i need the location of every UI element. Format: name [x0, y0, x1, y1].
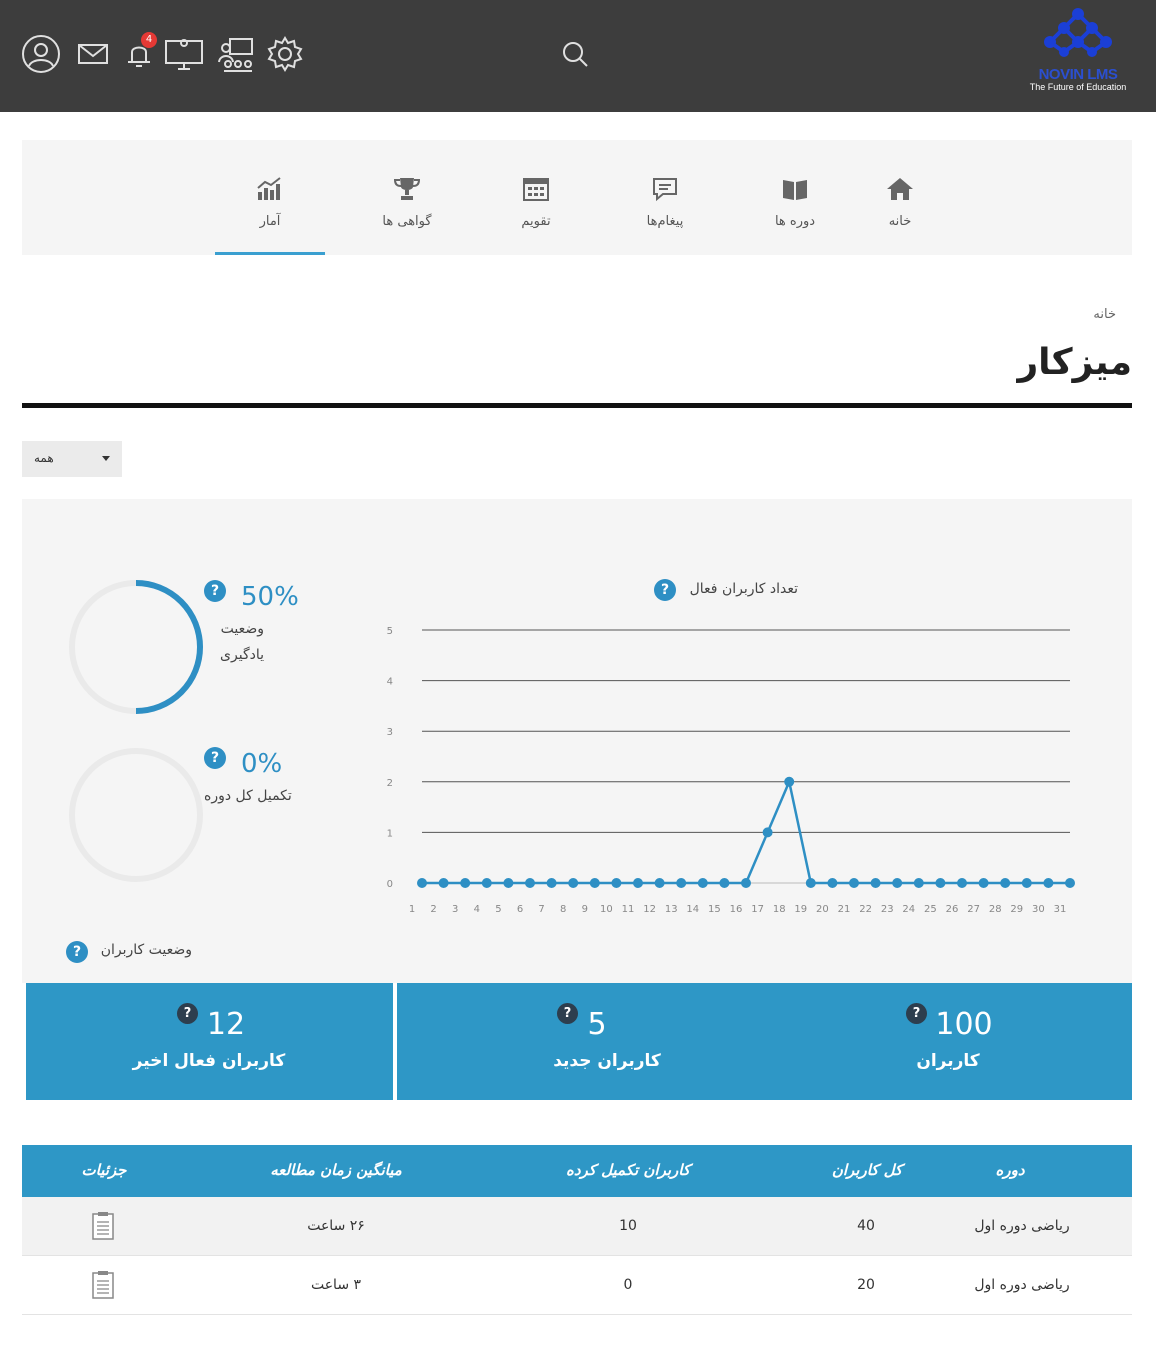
- filter-select[interactable]: [22, 441, 122, 477]
- stat-value-recent-active: 12: [206, 1007, 246, 1042]
- data-point: [957, 878, 967, 888]
- stat-value-users: 100: [935, 1007, 993, 1042]
- filter-select-value: همه: [34, 451, 54, 465]
- y-tick-label: 4: [386, 676, 393, 688]
- user-icon[interactable]: [21, 34, 61, 74]
- table-header: [22, 1145, 1132, 1197]
- page-title: میزکار: [1017, 342, 1132, 383]
- cell-avg-time: ۲۶ ساعت: [307, 1218, 365, 1234]
- x-tick-label: 6: [516, 904, 524, 915]
- y-tick-label: 2: [386, 777, 393, 789]
- nav-item-calendar[interactable]: [481, 140, 591, 255]
- calendar-icon: [522, 176, 550, 202]
- stat-label-new-users: کاربران جدید: [553, 1051, 661, 1071]
- data-point: [503, 878, 513, 888]
- x-tick-label: 5: [495, 904, 502, 915]
- chat-icon: [651, 176, 679, 202]
- data-point: [719, 878, 729, 888]
- y-tick-label: 5: [386, 626, 393, 637]
- active-users-chart: [380, 610, 1100, 920]
- nav-item-stats[interactable]: [215, 140, 325, 255]
- x-tick-label: 31: [1053, 904, 1067, 915]
- help-icon[interactable]: ?: [204, 747, 226, 769]
- data-point: [547, 878, 557, 888]
- notification-badge: 4: [141, 32, 157, 48]
- x-tick-label: 25: [924, 904, 937, 915]
- x-tick-label: 18: [772, 904, 786, 915]
- cell-avg-time: ۳ ساعت: [310, 1277, 362, 1293]
- data-point: [892, 878, 902, 888]
- learning-status-percent: 50%: [241, 582, 299, 612]
- nav-label-certificates: گواهی ها: [382, 214, 432, 229]
- details-icon[interactable]: [91, 1270, 115, 1300]
- x-tick-label: 2: [430, 904, 437, 915]
- learning-status-text: [204, 580, 304, 663]
- x-tick-label: 9: [581, 904, 588, 915]
- x-tick-label: 20: [816, 904, 829, 915]
- nav-item-courses[interactable]: [740, 140, 850, 255]
- classroom-icon[interactable]: [216, 34, 256, 74]
- stat-label-users: کاربران: [916, 1051, 980, 1071]
- book-icon: [781, 176, 809, 202]
- course-completion-gauge: [66, 745, 206, 885]
- x-tick-label: 11: [621, 904, 635, 915]
- main-nav: [22, 140, 1132, 255]
- bell-icon[interactable]: [119, 34, 159, 74]
- data-point: [460, 878, 470, 888]
- y-tick-label: 3: [386, 727, 393, 739]
- cell-completed-users: 10: [619, 1218, 637, 1234]
- data-point: [806, 878, 816, 888]
- logo[interactable]: [1026, 6, 1130, 96]
- course-completion-text: [204, 747, 304, 804]
- stat-label-recent-active: کاربران فعال اخیر: [132, 1051, 286, 1071]
- top-bar: [0, 0, 1156, 112]
- help-icon[interactable]: ?: [557, 1003, 578, 1024]
- data-point: [1022, 878, 1032, 888]
- course-completion-label: تکمیل کل دوره: [204, 788, 292, 804]
- logo-tagline: The Future of Education: [1029, 82, 1127, 92]
- nav-label-home: خانه: [888, 214, 912, 229]
- nav-item-home[interactable]: [845, 140, 955, 255]
- help-icon[interactable]: ?: [66, 941, 88, 963]
- data-point: [763, 827, 773, 837]
- data-point: [655, 878, 665, 888]
- users-status-title: [66, 940, 196, 964]
- stats-icon: [256, 176, 284, 202]
- title-divider: [22, 403, 1132, 408]
- help-icon[interactable]: ?: [906, 1003, 927, 1024]
- data-point: [784, 777, 794, 787]
- screen-icon[interactable]: [164, 34, 204, 74]
- course-completion-percent: 0%: [241, 749, 283, 779]
- learning-status-label: [204, 616, 264, 668]
- stat-card-users[interactable]: [397, 983, 1132, 1100]
- x-tick-label: 4: [473, 904, 480, 915]
- x-tick-label: 7: [538, 904, 545, 915]
- x-tick-label: 16: [729, 904, 743, 915]
- nav-label-messages: پیغام‌ها: [646, 214, 684, 229]
- data-point: [590, 878, 600, 888]
- logo-name: NOVIN LMS: [1038, 66, 1118, 83]
- x-tick-label: 15: [708, 904, 721, 915]
- nav-label-stats: آمار: [259, 214, 281, 229]
- cell-completed-users: 0: [623, 1277, 633, 1293]
- data-point: [568, 878, 578, 888]
- col-details: جزئیات: [81, 1161, 127, 1179]
- x-tick-label: 3: [452, 904, 459, 915]
- data-point: [611, 878, 621, 888]
- learning-status-label-line2: یادگیری: [220, 647, 264, 663]
- col-completed-users: کاربران تکمیل کرده: [565, 1161, 690, 1179]
- x-tick-label: 28: [988, 904, 1002, 915]
- cell-total-users: 40: [857, 1218, 875, 1234]
- data-point: [698, 878, 708, 888]
- x-tick-label: 13: [664, 904, 678, 915]
- chart-title: [654, 578, 814, 602]
- chart-title-text: تعداد کاربران فعال: [689, 581, 798, 597]
- cell-course: ریاضی دوره اول: [974, 1218, 1070, 1234]
- trophy-icon: [393, 176, 421, 202]
- stats-row: [26, 983, 1132, 1100]
- nav-label-courses: دوره ها: [774, 214, 816, 229]
- data-point: [741, 878, 751, 888]
- data-point: [525, 878, 535, 888]
- breadcrumb[interactable]: خانه: [1093, 307, 1116, 322]
- cell-total-users: 20: [857, 1277, 875, 1293]
- data-point: [417, 878, 427, 888]
- details-icon[interactable]: [91, 1211, 115, 1241]
- help-icon[interactable]: ?: [654, 579, 676, 601]
- data-point: [849, 878, 859, 888]
- x-tick-label: 22: [859, 904, 872, 915]
- x-tick-label: 24: [902, 904, 916, 915]
- data-point: [482, 878, 492, 888]
- x-tick-label: 8: [560, 904, 567, 915]
- data-point: [1000, 878, 1010, 888]
- x-tick-label: 21: [837, 904, 851, 915]
- x-tick-label: 12: [643, 904, 656, 915]
- nav-label-calendar: تقویم: [521, 214, 551, 229]
- col-course: دوره: [995, 1161, 1025, 1179]
- x-tick-label: 23: [880, 904, 894, 915]
- col-total-users: کل کاربران: [831, 1161, 903, 1179]
- users-status-label: وضعیت کاربران: [100, 942, 192, 958]
- x-tick-label: 1: [408, 904, 416, 915]
- x-tick-label: 10: [600, 904, 613, 915]
- data-point: [914, 878, 924, 888]
- x-tick-label: 29: [1010, 904, 1024, 915]
- col-avg-time: میانگین زمان مطالعه: [270, 1161, 402, 1179]
- learning-status-gauge: [66, 577, 206, 717]
- logo-mark: [1036, 6, 1120, 62]
- nav-item-certificates[interactable]: [352, 140, 462, 255]
- help-icon[interactable]: ?: [204, 580, 226, 602]
- stat-value-new-users: 5: [587, 1007, 607, 1042]
- data-point: [1043, 878, 1053, 888]
- x-tick-label: 26: [945, 904, 959, 915]
- data-point: [633, 878, 643, 888]
- x-tick-label: 27: [967, 904, 980, 915]
- home-icon: [886, 176, 914, 202]
- data-point: [676, 878, 686, 888]
- search-icon[interactable]: [555, 34, 595, 74]
- help-icon[interactable]: ?: [177, 1003, 198, 1024]
- learning-status-gauge-arc: [136, 583, 200, 711]
- x-tick-label: 19: [794, 904, 808, 915]
- data-point: [979, 878, 989, 888]
- gear-icon[interactable]: [265, 34, 305, 74]
- data-point: [871, 878, 881, 888]
- chevron-down-icon: [102, 456, 110, 461]
- x-tick-label: 14: [686, 904, 700, 915]
- nav-item-messages[interactable]: [610, 140, 720, 255]
- data-point: [1065, 878, 1075, 888]
- data-point: [439, 878, 449, 888]
- table-row: [22, 1197, 1132, 1256]
- learning-status-label-line1: وضعیت: [220, 621, 264, 637]
- x-tick-label: 17: [751, 904, 764, 915]
- cell-course: ریاضی دوره اول: [974, 1277, 1070, 1293]
- table-row: [22, 1256, 1132, 1315]
- mail-icon[interactable]: [73, 34, 113, 74]
- data-point: [827, 878, 837, 888]
- stat-card-recent-active-users[interactable]: [26, 983, 393, 1100]
- x-tick-label: 30: [1032, 904, 1045, 915]
- courses-table: [22, 1145, 1132, 1315]
- y-tick-label: 0: [386, 879, 393, 890]
- y-tick-label: 1: [386, 828, 393, 840]
- data-point: [935, 878, 945, 888]
